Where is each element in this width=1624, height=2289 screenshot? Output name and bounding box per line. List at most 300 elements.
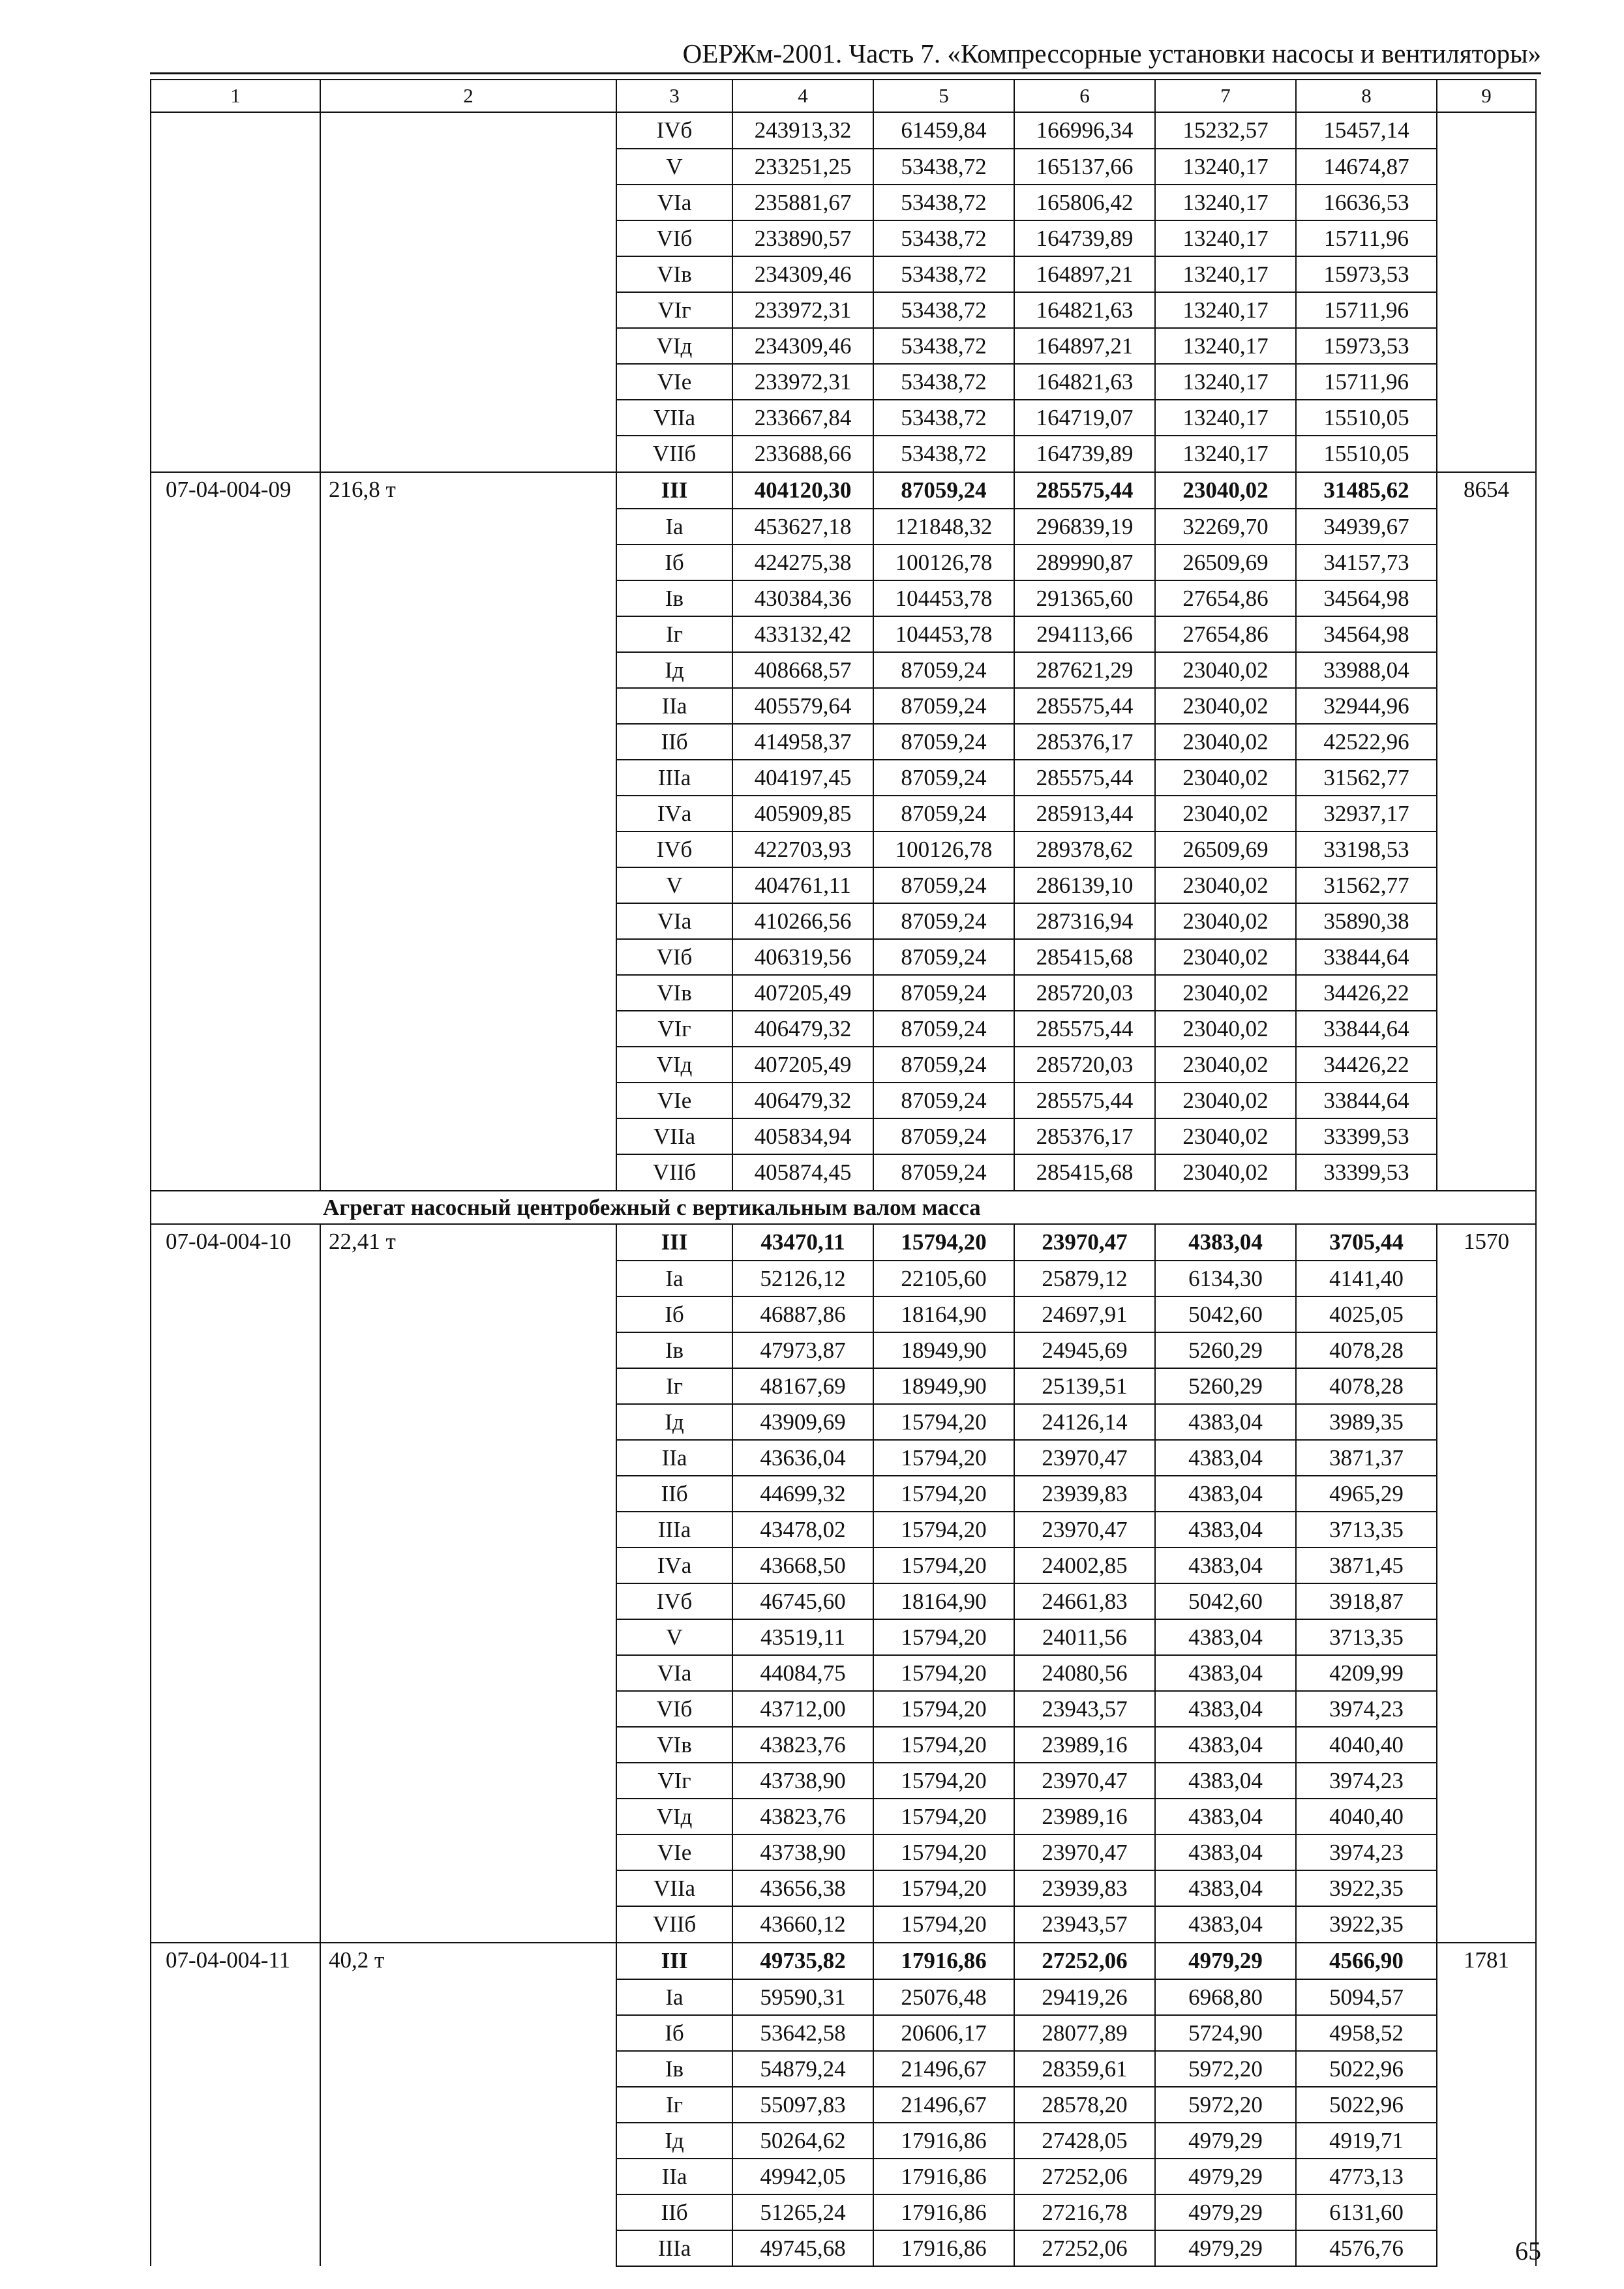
labour-cell	[1437, 1619, 1536, 1655]
labour-cell	[1437, 1404, 1536, 1440]
value-cell: 15232,57	[1155, 112, 1296, 149]
value-cell: 235881,67	[732, 185, 873, 220]
value-cell: 233890,57	[732, 220, 873, 256]
value-cell: 33844,64	[1296, 1011, 1437, 1047]
value-cell: 33844,64	[1296, 939, 1437, 975]
rate-code-cell	[151, 1118, 320, 1154]
zone-cell: VIд	[616, 1047, 732, 1083]
value-cell: 3918,87	[1296, 1583, 1437, 1619]
value-cell: 16636,53	[1296, 185, 1437, 220]
value-cell: 23943,57	[1014, 1906, 1155, 1943]
labour-cell	[1437, 796, 1536, 831]
value-cell: 26509,69	[1155, 545, 1296, 580]
labour-cell	[1437, 1763, 1536, 1799]
column-number: 5	[873, 80, 1014, 112]
value-cell: 294113,66	[1014, 616, 1155, 652]
table-row	[151, 724, 1536, 760]
mass-cell	[320, 2123, 616, 2159]
section-title: Агрегат насосный центробежный с вертикальным валом масса	[320, 1191, 1536, 1224]
rate-code-cell	[151, 1332, 320, 1368]
value-cell: 43823,76	[732, 1799, 873, 1834]
rate-code-cell	[151, 1691, 320, 1727]
value-cell: 52126,12	[732, 1261, 873, 1296]
value-cell: 164739,89	[1014, 220, 1155, 256]
mass-cell	[320, 2015, 616, 2051]
labour-cell	[1437, 2159, 1536, 2194]
value-cell: 4919,71	[1296, 2123, 1437, 2159]
rate-code-cell	[151, 1655, 320, 1691]
rate-code-cell: 07-04-004-10	[151, 1224, 320, 1261]
value-cell: 23040,02	[1155, 867, 1296, 903]
mass-cell: 22,41 т	[320, 1224, 616, 1261]
zone-cell: Iб	[616, 545, 732, 580]
rate-code-cell	[151, 2123, 320, 2159]
value-cell: 24697,91	[1014, 1296, 1155, 1332]
value-cell: 23970,47	[1014, 1763, 1155, 1799]
labour-cell	[1437, 1011, 1536, 1047]
zone-cell: Iд	[616, 652, 732, 688]
value-cell: 285913,44	[1014, 796, 1155, 831]
value-cell: 4040,40	[1296, 1727, 1437, 1763]
labour-cell	[1437, 328, 1536, 364]
value-cell: 23970,47	[1014, 1512, 1155, 1548]
rate-code-cell	[151, 1368, 320, 1404]
value-cell: 4383,04	[1155, 1906, 1296, 1943]
rate-code-cell	[151, 1440, 320, 1476]
zone-cell: IIб	[616, 1476, 732, 1512]
value-cell: 13240,17	[1155, 185, 1296, 220]
zone-cell: Iв	[616, 580, 732, 616]
zone-cell: IVб	[616, 831, 732, 867]
value-cell: 285415,68	[1014, 1154, 1155, 1191]
value-cell: 87059,24	[873, 1083, 1014, 1118]
mass-cell	[320, 1011, 616, 1047]
table-row	[151, 1979, 1536, 2015]
value-cell: 233688,66	[732, 436, 873, 472]
value-cell: 87059,24	[873, 472, 1014, 509]
value-cell: 5022,96	[1296, 2051, 1437, 2087]
value-cell: 18164,90	[873, 1296, 1014, 1332]
mass-cell	[320, 1047, 616, 1083]
value-cell: 287316,94	[1014, 903, 1155, 939]
mass-cell	[320, 903, 616, 939]
value-cell: 166996,34	[1014, 112, 1155, 149]
value-cell: 4383,04	[1155, 1763, 1296, 1799]
value-cell: 24126,14	[1014, 1404, 1155, 1440]
rate-code-cell	[151, 975, 320, 1011]
mass-cell	[320, 1979, 616, 2015]
table-row	[151, 616, 1536, 652]
mass-cell	[320, 616, 616, 652]
value-cell: 15510,05	[1296, 400, 1437, 436]
value-cell: 3871,45	[1296, 1548, 1437, 1583]
mass-cell	[320, 2230, 616, 2266]
value-cell: 15794,20	[873, 1870, 1014, 1906]
value-cell: 430384,36	[732, 580, 873, 616]
mass-cell	[320, 1404, 616, 1440]
value-cell: 285376,17	[1014, 724, 1155, 760]
value-cell: 5972,20	[1155, 2051, 1296, 2087]
labour-cell	[1437, 1476, 1536, 1512]
zone-cell: III	[616, 1224, 732, 1261]
value-cell: 164897,21	[1014, 256, 1155, 292]
column-number: 1	[151, 80, 320, 112]
value-cell: 233251,25	[732, 149, 873, 185]
table-row	[151, 1906, 1536, 1943]
rate-code-cell	[151, 796, 320, 831]
labour-cell	[1437, 545, 1536, 580]
labour-cell	[1437, 2123, 1536, 2159]
labour-cell	[1437, 1979, 1536, 2015]
mass-cell	[320, 400, 616, 436]
value-cell: 5260,29	[1155, 1368, 1296, 1404]
value-cell: 87059,24	[873, 867, 1014, 903]
table-row	[151, 1404, 1536, 1440]
table-row	[151, 1296, 1536, 1332]
mass-cell	[320, 256, 616, 292]
table-row	[151, 1943, 1536, 1979]
rate-code-cell	[151, 1870, 320, 1906]
value-cell: 43478,02	[732, 1512, 873, 1548]
zone-cell: Iа	[616, 1261, 732, 1296]
value-cell: 286139,10	[1014, 867, 1155, 903]
value-cell: 28578,20	[1014, 2087, 1155, 2123]
table-row	[151, 1332, 1536, 1368]
value-cell: 13240,17	[1155, 364, 1296, 400]
mass-cell	[320, 1619, 616, 1655]
value-cell: 87059,24	[873, 760, 1014, 796]
value-cell: 406319,56	[732, 939, 873, 975]
value-cell: 5022,96	[1296, 2087, 1437, 2123]
value-cell: 164739,89	[1014, 436, 1155, 472]
rate-code-cell	[151, 2051, 320, 2087]
value-cell: 15794,20	[873, 1512, 1014, 1548]
value-cell: 53438,72	[873, 328, 1014, 364]
value-cell: 23040,02	[1155, 1083, 1296, 1118]
rate-code-cell	[151, 509, 320, 545]
zone-cell: IIа	[616, 2159, 732, 2194]
value-cell: 121848,32	[873, 509, 1014, 545]
table-row	[151, 2194, 1536, 2230]
mass-cell	[320, 1083, 616, 1118]
table-row	[151, 1476, 1536, 1512]
value-cell: 15794,20	[873, 1691, 1014, 1727]
value-cell: 29419,26	[1014, 1979, 1155, 2015]
zone-cell: VIе	[616, 1083, 732, 1118]
value-cell: 13240,17	[1155, 220, 1296, 256]
rate-code-cell	[151, 1476, 320, 1512]
zone-cell: VIд	[616, 1799, 732, 1834]
value-cell: 4040,40	[1296, 1799, 1437, 1834]
labour-cell	[1437, 580, 1536, 616]
document-title: ОЕРЖм-2001. Часть 7. «Компрессорные установки насосы и вентиляторы»	[682, 38, 1541, 68]
value-cell: 3989,35	[1296, 1404, 1437, 1440]
table-row	[151, 1870, 1536, 1906]
value-cell: 28077,89	[1014, 2015, 1155, 2051]
value-cell: 234309,46	[732, 256, 873, 292]
mass-cell	[320, 545, 616, 580]
value-cell: 27428,05	[1014, 2123, 1155, 2159]
value-cell: 233972,31	[732, 364, 873, 400]
value-cell: 3974,23	[1296, 1763, 1437, 1799]
labour-cell: 1570	[1437, 1224, 1536, 1261]
value-cell: 14674,87	[1296, 149, 1437, 185]
value-cell: 42522,96	[1296, 724, 1437, 760]
rate-code-cell	[151, 1154, 320, 1191]
rate-code-cell	[151, 1763, 320, 1799]
column-number: 7	[1155, 80, 1296, 112]
column-number: 6	[1014, 80, 1155, 112]
zone-cell: Iа	[616, 1979, 732, 2015]
value-cell: 15973,53	[1296, 256, 1437, 292]
mass-cell	[320, 112, 616, 149]
zone-cell: VIIб	[616, 1154, 732, 1191]
mass-cell	[320, 1727, 616, 1763]
zone-cell: III	[616, 472, 732, 509]
value-cell: 15711,96	[1296, 364, 1437, 400]
value-cell: 17916,86	[873, 2230, 1014, 2266]
value-cell: 4958,52	[1296, 2015, 1437, 2051]
value-cell: 4383,04	[1155, 1224, 1296, 1261]
value-cell: 34426,22	[1296, 1047, 1437, 1083]
value-cell: 18164,90	[873, 1583, 1014, 1619]
value-cell: 50264,62	[732, 2123, 873, 2159]
rate-code-cell	[151, 2087, 320, 2123]
zone-cell: VIг	[616, 1011, 732, 1047]
value-cell: 33198,53	[1296, 831, 1437, 867]
value-cell: 20606,17	[873, 2015, 1014, 2051]
labour-cell	[1437, 1154, 1536, 1191]
rate-code-cell	[151, 1548, 320, 1583]
labour-cell	[1437, 1118, 1536, 1154]
labour-cell	[1437, 975, 1536, 1011]
value-cell: 46745,60	[732, 1583, 873, 1619]
value-cell: 23040,02	[1155, 688, 1296, 724]
mass-cell	[320, 1655, 616, 1691]
rate-code-cell	[151, 364, 320, 400]
value-cell: 4566,90	[1296, 1943, 1437, 1979]
mass-cell	[320, 1332, 616, 1368]
rate-code-cell	[151, 1799, 320, 1834]
value-cell: 3871,37	[1296, 1440, 1437, 1476]
value-cell: 23040,02	[1155, 760, 1296, 796]
table-row	[151, 292, 1536, 328]
table-row	[151, 1763, 1536, 1799]
rate-code-cell	[151, 903, 320, 939]
value-cell: 4965,29	[1296, 1476, 1437, 1512]
value-cell: 406479,32	[732, 1083, 873, 1118]
zone-cell: Iв	[616, 1332, 732, 1368]
zone-cell: Iб	[616, 1296, 732, 1332]
value-cell: 53642,58	[732, 2015, 873, 2051]
value-cell: 285376,17	[1014, 1118, 1155, 1154]
value-cell: 23040,02	[1155, 472, 1296, 509]
mass-cell	[320, 760, 616, 796]
rate-code-cell	[151, 220, 320, 256]
table-row	[151, 1224, 1536, 1261]
value-cell: 13240,17	[1155, 149, 1296, 185]
zone-cell: VIа	[616, 185, 732, 220]
labour-cell	[1437, 1906, 1536, 1943]
rate-code-cell	[151, 1296, 320, 1332]
zone-cell: Iг	[616, 2087, 732, 2123]
value-cell: 25076,48	[873, 1979, 1014, 2015]
value-cell: 289378,62	[1014, 831, 1155, 867]
rate-code-cell	[151, 112, 320, 149]
value-cell: 43738,90	[732, 1763, 873, 1799]
zone-cell: Iб	[616, 2015, 732, 2051]
labour-cell	[1437, 1047, 1536, 1083]
value-cell: 4979,29	[1155, 2230, 1296, 2266]
table-row	[151, 545, 1536, 580]
value-cell: 22105,60	[873, 1261, 1014, 1296]
column-number-row	[151, 80, 1536, 112]
labour-cell	[1437, 616, 1536, 652]
table-row	[151, 2123, 1536, 2159]
table-row	[151, 400, 1536, 436]
zone-cell: IVб	[616, 112, 732, 149]
zone-cell: Iг	[616, 1368, 732, 1404]
value-cell: 4383,04	[1155, 1619, 1296, 1655]
value-cell: 15510,05	[1296, 436, 1437, 472]
value-cell: 28359,61	[1014, 2051, 1155, 2087]
zone-cell: VIIа	[616, 1118, 732, 1154]
labour-cell	[1437, 149, 1536, 185]
value-cell: 15711,96	[1296, 292, 1437, 328]
value-cell: 43823,76	[732, 1727, 873, 1763]
value-cell: 23040,02	[1155, 652, 1296, 688]
table-row	[151, 580, 1536, 616]
zone-cell: VIIа	[616, 1870, 732, 1906]
value-cell: 285720,03	[1014, 975, 1155, 1011]
value-cell: 4383,04	[1155, 1799, 1296, 1834]
value-cell: 3974,23	[1296, 1834, 1437, 1870]
value-cell: 296839,19	[1014, 509, 1155, 545]
value-cell: 4383,04	[1155, 1404, 1296, 1440]
rate-code-cell	[151, 2015, 320, 2051]
value-cell: 23040,02	[1155, 1154, 1296, 1191]
value-cell: 287621,29	[1014, 652, 1155, 688]
value-cell: 23040,02	[1155, 1047, 1296, 1083]
mass-cell	[320, 1476, 616, 1512]
mass-cell	[320, 796, 616, 831]
mass-cell	[320, 724, 616, 760]
value-cell: 47973,87	[732, 1332, 873, 1368]
value-cell: 21496,67	[873, 2051, 1014, 2087]
zone-cell: V	[616, 149, 732, 185]
value-cell: 15711,96	[1296, 220, 1437, 256]
mass-cell: 216,8 т	[320, 472, 616, 509]
value-cell: 53438,72	[873, 149, 1014, 185]
mass-cell	[320, 867, 616, 903]
rates-table-body	[151, 80, 1536, 2266]
value-cell: 414958,37	[732, 724, 873, 760]
zone-cell: VIд	[616, 328, 732, 364]
value-cell: 27216,78	[1014, 2194, 1155, 2230]
value-cell: 13240,17	[1155, 400, 1296, 436]
mass-cell	[320, 1763, 616, 1799]
value-cell: 4773,13	[1296, 2159, 1437, 2194]
value-cell: 87059,24	[873, 688, 1014, 724]
value-cell: 87059,24	[873, 903, 1014, 939]
labour-cell	[1437, 256, 1536, 292]
value-cell: 17916,86	[873, 2123, 1014, 2159]
rate-code-cell: 07-04-004-11	[151, 1943, 320, 1979]
zone-cell: Iд	[616, 1404, 732, 1440]
header-rule	[150, 72, 1541, 74]
mass-cell	[320, 1834, 616, 1870]
rate-code-cell	[151, 1011, 320, 1047]
labour-cell	[1437, 1727, 1536, 1763]
zone-cell: III	[616, 1943, 732, 1979]
value-cell: 243913,32	[732, 112, 873, 149]
value-cell: 4209,99	[1296, 1655, 1437, 1691]
labour-cell: 1781	[1437, 1943, 1536, 1979]
value-cell: 24080,56	[1014, 1655, 1155, 1691]
table-row	[151, 436, 1536, 472]
labour-cell	[1437, 1512, 1536, 1548]
zone-cell: VIг	[616, 292, 732, 328]
value-cell: 164821,63	[1014, 364, 1155, 400]
value-cell: 46887,86	[732, 1296, 873, 1332]
rate-code-cell	[151, 616, 320, 652]
zone-cell: IIIа	[616, 1512, 732, 1548]
table-row	[151, 1655, 1536, 1691]
zone-cell: VIе	[616, 364, 732, 400]
labour-cell	[1437, 1870, 1536, 1906]
value-cell: 285575,44	[1014, 472, 1155, 509]
table-row	[151, 185, 1536, 220]
value-cell: 405834,94	[732, 1118, 873, 1154]
value-cell: 233972,31	[732, 292, 873, 328]
value-cell: 13240,17	[1155, 256, 1296, 292]
value-cell: 43668,50	[732, 1548, 873, 1583]
value-cell: 406479,32	[732, 1011, 873, 1047]
value-cell: 23939,83	[1014, 1476, 1155, 1512]
zone-cell: VIе	[616, 1834, 732, 1870]
labour-cell	[1437, 1834, 1536, 1870]
value-cell: 53438,72	[873, 220, 1014, 256]
mass-cell	[320, 652, 616, 688]
value-cell: 4141,40	[1296, 1261, 1437, 1296]
labour-cell	[1437, 112, 1536, 149]
value-cell: 405579,64	[732, 688, 873, 724]
rate-code-cell	[151, 328, 320, 364]
value-cell: 26509,69	[1155, 831, 1296, 867]
mass-cell	[320, 2194, 616, 2230]
value-cell: 33399,53	[1296, 1154, 1437, 1191]
value-cell: 17916,86	[873, 1943, 1014, 1979]
labour-cell	[1437, 2087, 1536, 2123]
rate-code-cell	[151, 939, 320, 975]
zone-cell: IIIа	[616, 760, 732, 796]
value-cell: 23040,02	[1155, 724, 1296, 760]
value-cell: 18949,90	[873, 1332, 1014, 1368]
value-cell: 104453,78	[873, 616, 1014, 652]
value-cell: 31562,77	[1296, 760, 1437, 796]
value-cell: 100126,78	[873, 545, 1014, 580]
rate-code-cell	[151, 688, 320, 724]
mass-cell	[320, 1118, 616, 1154]
value-cell: 15794,20	[873, 1906, 1014, 1943]
zone-cell: VIв	[616, 256, 732, 292]
value-cell: 27654,86	[1155, 616, 1296, 652]
value-cell: 34564,98	[1296, 616, 1437, 652]
labour-cell	[1437, 688, 1536, 724]
value-cell: 34939,67	[1296, 509, 1437, 545]
rate-code-cell	[151, 724, 320, 760]
value-cell: 3705,44	[1296, 1224, 1437, 1261]
